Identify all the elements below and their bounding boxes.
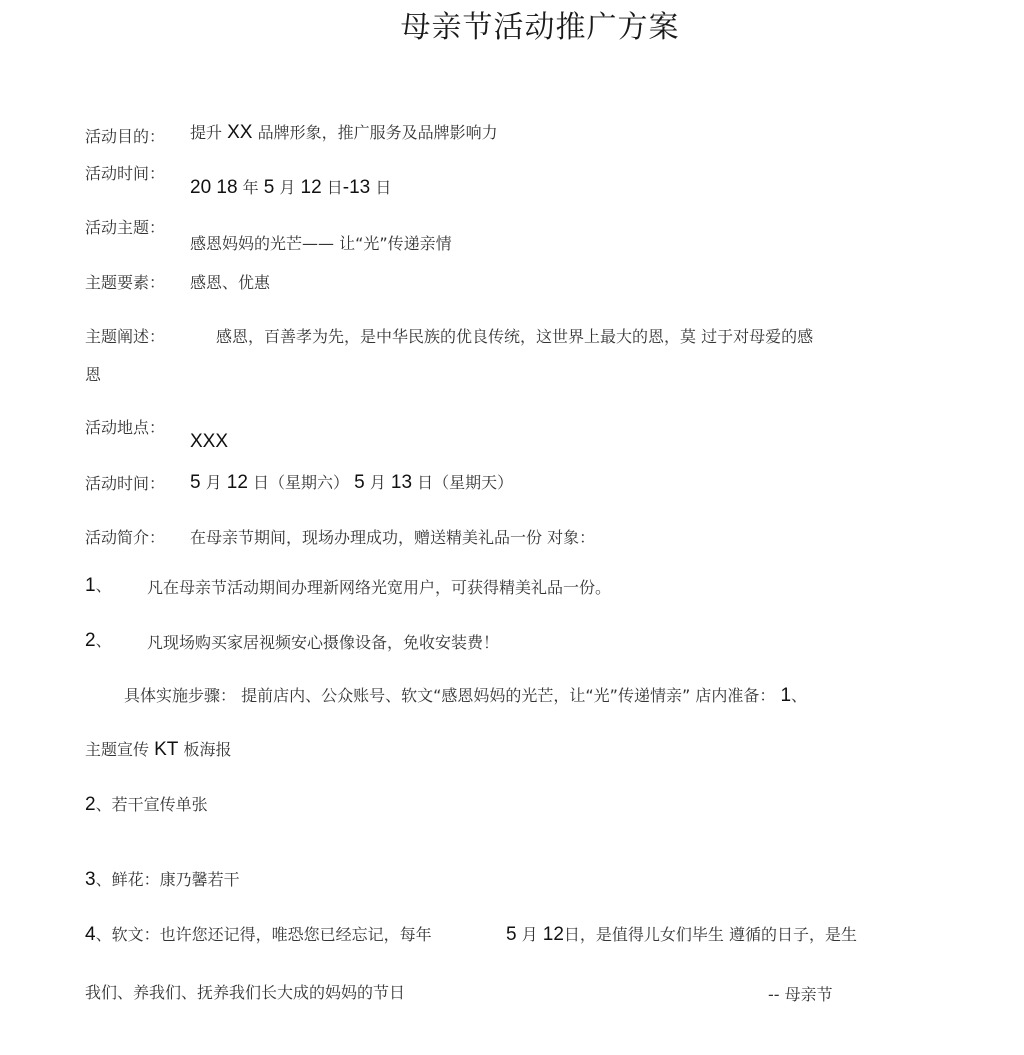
prep-3-text: 、鲜花：康乃馨若干 xyxy=(95,870,240,889)
offer-item-1 xyxy=(85,573,112,597)
prep-item-2 xyxy=(85,792,208,816)
offer-2-text: 凡现场购买家居视频安心摄像设备，免收安装费！ xyxy=(147,633,500,652)
article-line1 xyxy=(85,922,432,946)
prep-1-post: 板海报 xyxy=(183,740,232,759)
article-month: 5 xyxy=(506,924,517,945)
time2-day1: 12 xyxy=(226,472,248,493)
purpose-label: 活动目的： xyxy=(85,127,166,146)
time1-month: 5 xyxy=(263,177,275,198)
prep-item-1 xyxy=(85,737,232,761)
prep-1-pre: 主题宣传 xyxy=(85,740,150,759)
time1-label: 活动时间： xyxy=(85,164,166,183)
time1-year: 20 18 xyxy=(190,177,238,198)
theme-label: 活动主题： xyxy=(85,218,166,237)
time2-label: 活动时间： xyxy=(85,474,166,493)
article-date xyxy=(506,922,857,946)
time2-month2: 5 xyxy=(354,472,365,493)
article-number: 4 xyxy=(85,924,96,945)
time1-value xyxy=(190,175,391,199)
statement-label: 主题阐述： xyxy=(85,327,166,346)
time1-day-tail-b: -13 xyxy=(342,177,371,198)
prep-2-number: 2 xyxy=(85,794,96,815)
statement-line2: 恩 xyxy=(85,365,102,384)
purpose-brand: XX xyxy=(227,122,253,143)
article-day: 12 xyxy=(542,924,564,945)
venue-label: 活动地点： xyxy=(85,418,166,437)
steps-sep: 、 xyxy=(791,686,808,705)
time1-day-tail-c: 日 xyxy=(375,178,392,197)
page-title: 母亲节活动推广方案 xyxy=(400,10,680,45)
article-signature: -- 母亲节 xyxy=(768,985,833,1004)
elements-label: 主题要素： xyxy=(85,273,166,292)
time2-day2-text: 日（星期天） xyxy=(417,473,514,492)
time2-month1-unit: 月 xyxy=(205,473,222,492)
steps-text: 具体实施步骤： 提前店内、公众账号、软文“感恩妈妈的光芒，让“光”传递情亲” 店内准备： xyxy=(124,686,776,705)
prep-item-3 xyxy=(85,867,240,891)
intro-label: 活动简介： xyxy=(85,528,166,547)
purpose-value xyxy=(190,120,498,144)
time1-month-unit: 月 xyxy=(279,178,296,197)
time1-year-unit: 年 xyxy=(242,178,259,197)
elements-value: 感恩、优惠 xyxy=(190,273,271,292)
offer-2-sep: 、 xyxy=(95,631,112,650)
purpose-pre: 提升 xyxy=(190,123,223,142)
offer-2-number: 2 xyxy=(85,630,96,651)
steps-number: 1 xyxy=(780,685,792,706)
article-month-unit: 月 xyxy=(521,925,538,944)
prep-3-number: 3 xyxy=(85,869,96,890)
time2-month2-unit: 月 xyxy=(369,473,386,492)
time2-day2: 13 xyxy=(390,472,413,493)
prep-1-latin: KT xyxy=(154,739,179,760)
time1-day: 12 xyxy=(300,177,322,198)
time2-day1-text: 日（星期六） xyxy=(253,473,350,492)
offer-item-2 xyxy=(85,628,112,652)
offer-1-text: 凡在母亲节活动期间办理新网络光宽用户，可获得精美礼品一份。 xyxy=(147,578,612,597)
intro-value: 在母亲节期间，现场办理成功，赠送精美礼品一份 对象： xyxy=(190,528,596,547)
time1-day-tail-a: 日 xyxy=(326,178,343,197)
offer-1-sep: 、 xyxy=(95,576,112,595)
venue-value: XXX xyxy=(190,431,229,452)
statement-line1: 感恩，百善孝为先，是中华民族的优良传统，这世界上最大的恩，莫 过于对母爱的感 xyxy=(216,327,814,346)
article-text-b: 日，是值得儿女们毕生 遵循的日子，是生 xyxy=(563,925,858,944)
time2-value xyxy=(190,470,513,494)
article-line2: 我们、养我们、抚养我们长大成的妈妈的节日 xyxy=(85,983,406,1002)
prep-2-text: 、若干宣传单张 xyxy=(95,795,208,814)
time2-month1: 5 xyxy=(190,472,201,493)
article-text-a: 、软文：也许您还记得，唯恐您已经忘记，每年 xyxy=(95,925,432,944)
steps-line xyxy=(124,683,807,707)
theme-value: 感恩妈妈的光芒—— 让“光”传递亲情 xyxy=(190,234,452,253)
purpose-post: 品牌形象，推广服务及品牌影响力 xyxy=(257,123,498,142)
offer-1-number: 1 xyxy=(85,575,96,596)
